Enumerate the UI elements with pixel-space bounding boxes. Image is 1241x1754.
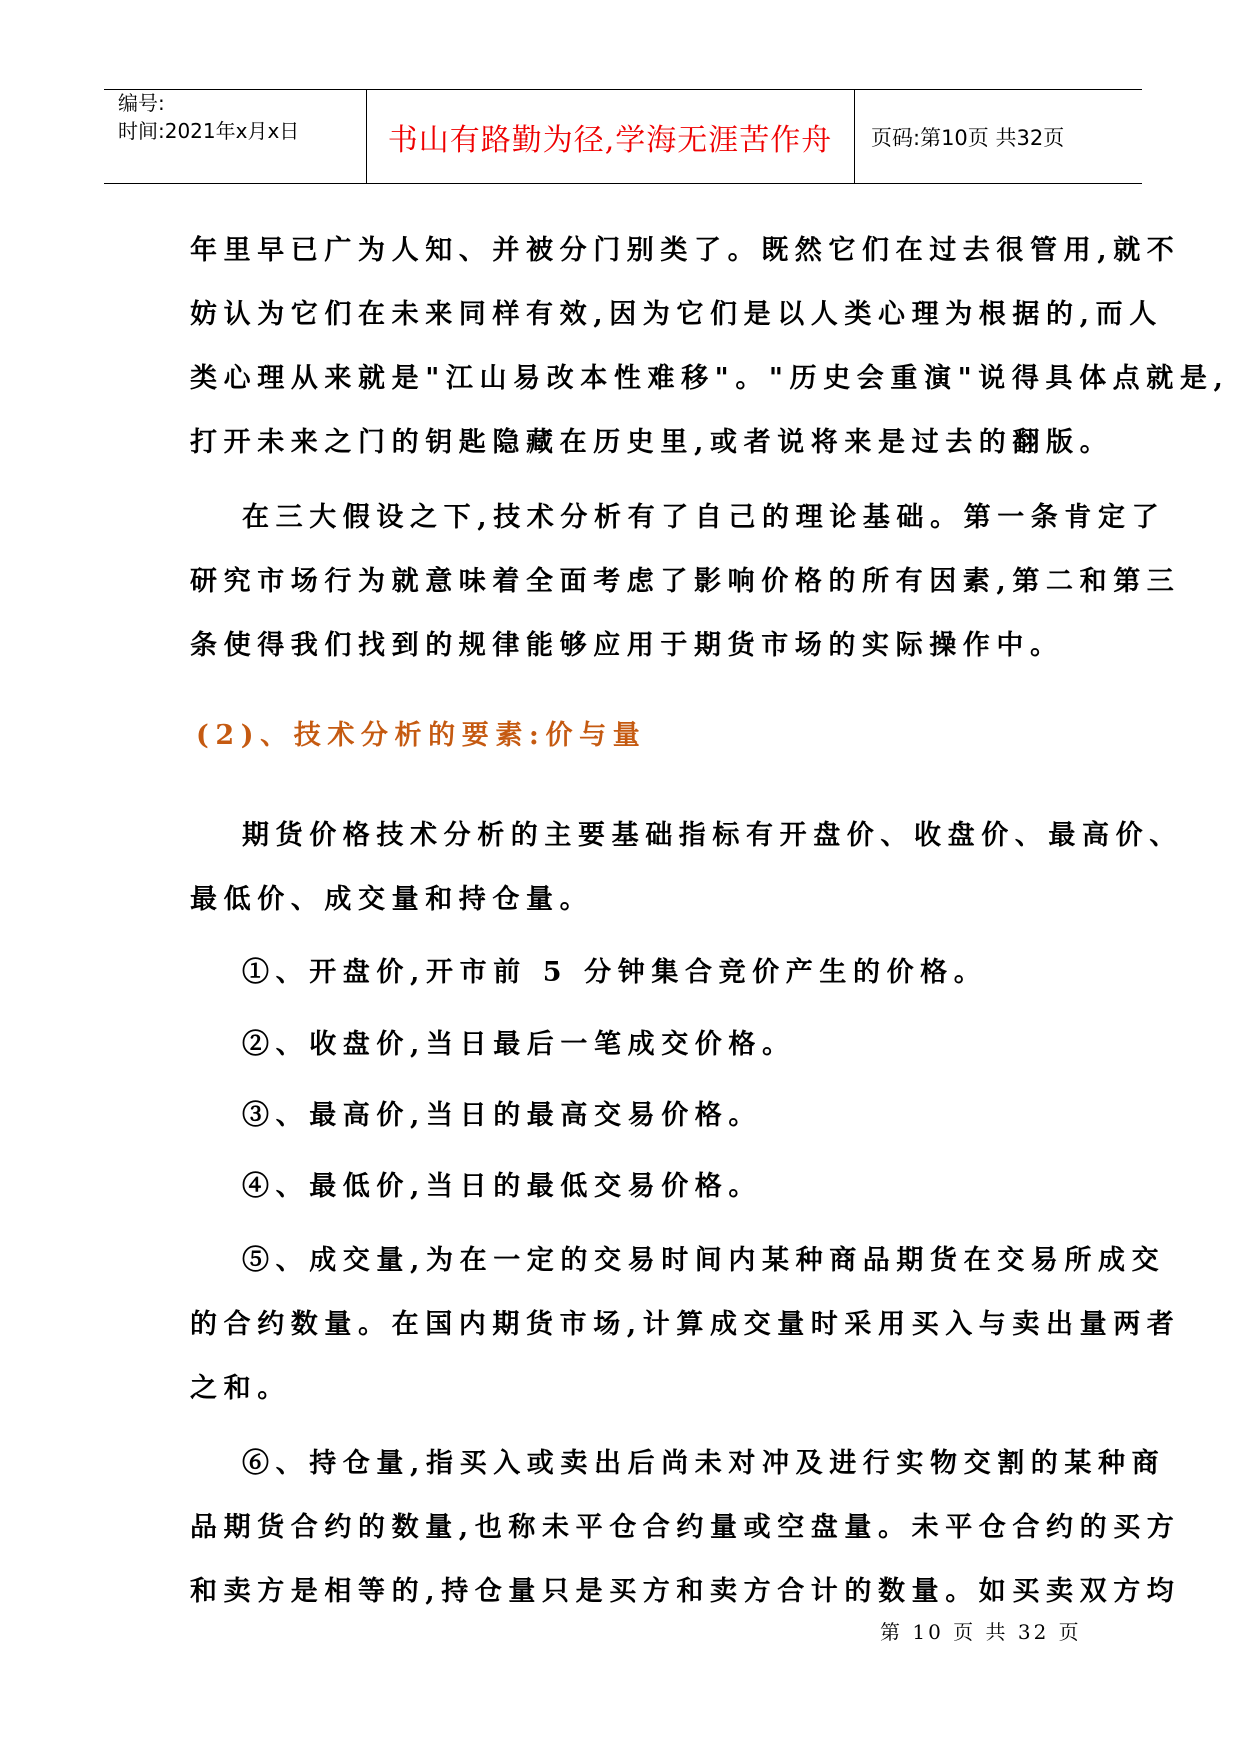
list-item: ①、开盘价,开市前 5 分钟集合竞价产生的价格。 <box>242 957 988 988</box>
text-line: 条使得我们找到的规律能够应用于期货市场的实际操作中。 <box>190 630 1064 661</box>
text-line: 年里早已广为人知、并被分门别类了。既然它们在过去很管用,就不 <box>190 235 1181 266</box>
time-label: 时间:2021年x月x日 <box>118 119 300 143</box>
text-line: 期货价格技术分析的主要基础指标有开盘价、收盘价、最高价、 <box>242 820 1183 851</box>
list-item: ④、最低价,当日的最低交易价格。 <box>242 1171 762 1202</box>
text-line: 类心理从来就是"江山易改本性难移"。"历史会重演"说得具体点就是, <box>190 363 1230 394</box>
text-line: 研究市场行为就意味着全面考虑了影响价格的所有因素,第二和第三 <box>190 566 1181 597</box>
list-item: ②、收盘价,当日最后一笔成交价格。 <box>242 1029 796 1060</box>
list-item: ⑥、持仓量,指买入或卖出后尚未对冲及进行实物交割的某种商 <box>242 1448 1166 1479</box>
section-heading: (2)、技术分析的要素:价与量 <box>196 720 647 751</box>
text-line: 在三大假设之下,技术分析有了自己的理论基础。第一条肯定了 <box>242 502 1166 533</box>
text-line: 之和。 <box>190 1373 291 1404</box>
list-item: ⑤、成交量,为在一定的交易时间内某种商品期货在交易所成交 <box>242 1245 1166 1276</box>
list-item: ③、最高价,当日的最高交易价格。 <box>242 1100 762 1131</box>
page-footer: 第 10 页 共 32 页 <box>880 1620 1082 1644</box>
text-line: 和卖方是相等的,持仓量只是买方和卖方合计的数量。如买卖双方均 <box>190 1576 1181 1607</box>
text-line: 最低价、成交量和持仓量。 <box>190 884 594 915</box>
header-meta <box>104 90 367 183</box>
serial-label: 编号: <box>118 91 165 115</box>
page-info-text: 页码:第10页 共32页 <box>871 125 1065 150</box>
page-header <box>104 89 1142 184</box>
text-line: 的合约数量。在国内期货市场,计算成交量时采用买入与卖出量两者 <box>190 1309 1181 1340</box>
motto-text: 书山有路勤为径,学海无涯苦作舟 <box>387 122 833 158</box>
header-motto <box>366 90 855 183</box>
header-page-info <box>855 90 1142 183</box>
text-line: 妨认为它们在未来同样有效,因为它们是以人类心理为根据的,而人 <box>190 299 1163 330</box>
text-line: 打开未来之门的钥匙隐藏在历史里,或者说将来是过去的翻版。 <box>190 427 1114 458</box>
text-line: 品期货合约的数量,也称未平仓合约量或空盘量。未平仓合约的买方 <box>190 1512 1181 1543</box>
